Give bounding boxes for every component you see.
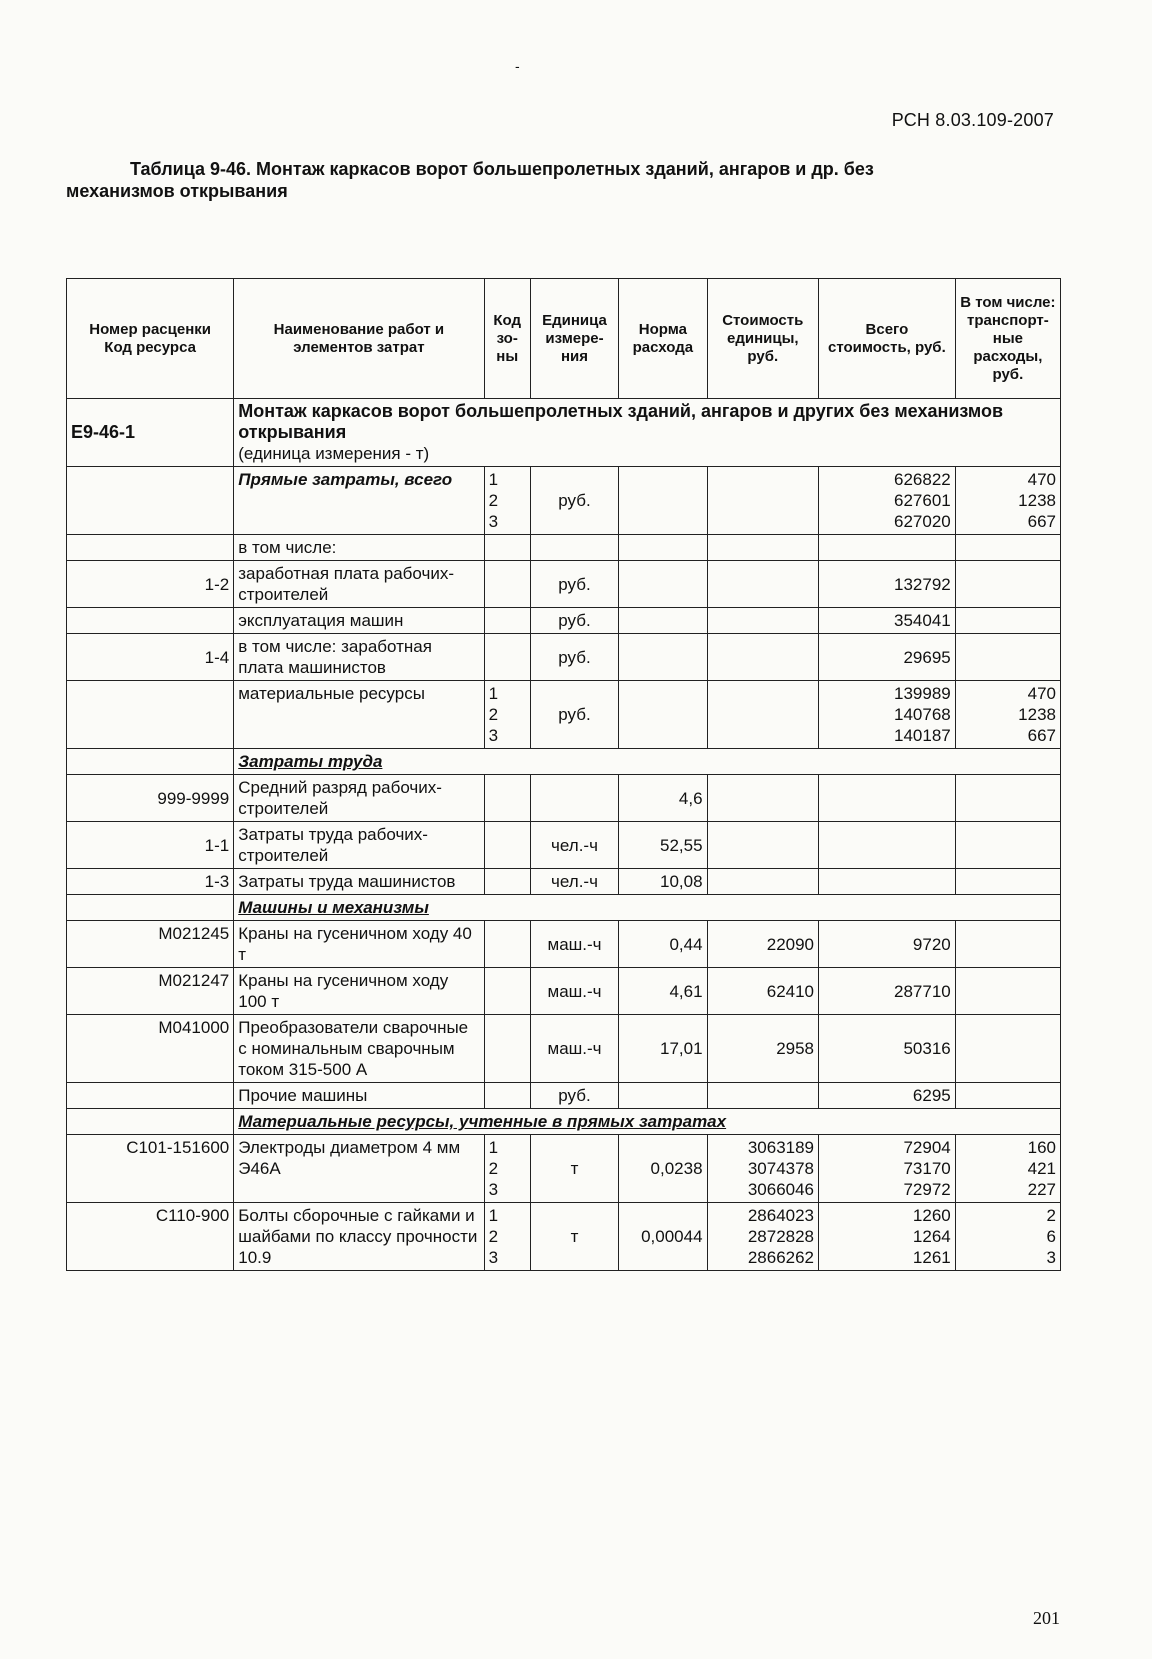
material-code: С101-151600	[67, 1135, 234, 1203]
machine-name: Краны на гусеничном ходу 100 т	[234, 968, 484, 1015]
labor-unit	[530, 775, 618, 822]
scan-mark: -	[515, 58, 520, 74]
material-zones: 1 2 3	[484, 1203, 530, 1271]
table-row	[67, 1015, 1061, 1083]
section-title: Монтаж каркасов ворот большепролетных зданий, ангаров и других без механизмов открывания	[238, 401, 1004, 442]
machine-unit: маш.-ч	[530, 968, 618, 1015]
header-row	[67, 279, 1061, 399]
machine-unit-cost: 22090	[707, 921, 818, 968]
other-machines-row	[67, 1083, 1061, 1109]
materials-unit: руб.	[530, 681, 618, 749]
labor-name: Затраты труда машинистов	[234, 869, 484, 895]
material-total: 1260 1264 1261	[819, 1203, 956, 1271]
machine-name: Краны на гусеничном ходу 40 т	[234, 921, 484, 968]
labor-norm: 52,55	[619, 822, 707, 869]
including-row	[67, 535, 1061, 561]
labor-heading	[234, 749, 1061, 775]
machines-operation-unit: руб.	[530, 608, 618, 634]
table-row	[67, 1203, 1061, 1271]
labor-name: Затраты труда рабочих-строителей	[234, 822, 484, 869]
materials-row	[67, 681, 1061, 749]
labor-code: 1-3	[67, 869, 234, 895]
wages-row	[67, 561, 1061, 608]
direct-costs-zones: 1 2 3	[484, 467, 530, 535]
header-unit: Единица измере-ния	[530, 279, 618, 399]
machinist-wages-row	[67, 634, 1061, 681]
machine-total: 9720	[819, 921, 956, 968]
material-unit: т	[530, 1203, 618, 1271]
header-zone: Код зо-ны	[484, 279, 530, 399]
header-total: Всего стоимость, руб.	[819, 279, 956, 399]
machine-norm: 0,44	[619, 921, 707, 968]
machine-name: Преобразователи сварочные с номинальным сварочным током 315-500 А	[234, 1015, 484, 1083]
machine-norm: 4,61	[619, 968, 707, 1015]
materials-heading-text: Материальные ресурсы, учтенные в прямых затратах	[238, 1112, 727, 1131]
material-norm: 0,00044	[619, 1203, 707, 1271]
machines-operation-row	[67, 608, 1061, 634]
machinist-wages-unit: руб.	[530, 634, 618, 681]
machine-norm: 17,01	[619, 1015, 707, 1083]
machine-unit-cost: 2958	[707, 1015, 818, 1083]
table-row	[67, 775, 1061, 822]
material-unit-cost: 2864023 2872828 2866262	[707, 1203, 818, 1271]
direct-costs-unit: руб.	[530, 467, 618, 535]
rates-table	[66, 278, 1061, 1271]
materials-heading	[234, 1109, 1061, 1135]
machine-code: М021247	[67, 968, 234, 1015]
table-row	[67, 968, 1061, 1015]
document-code: РСН 8.03.109-2007	[891, 110, 1054, 130]
page-number: 201	[1033, 1608, 1060, 1628]
direct-costs-row	[67, 467, 1061, 535]
header-unit-cost: Стоимость единицы, руб.	[707, 279, 818, 399]
machinist-wages-code: 1-4	[67, 634, 234, 681]
wages-name: заработная плата рабочих-строителей	[234, 561, 484, 608]
wages-code: 1-2	[67, 561, 234, 608]
machine-code: М041000	[67, 1015, 234, 1083]
direct-costs-totals: 626822 627601 627020	[819, 467, 956, 535]
labor-name: Средний разряд рабочих-строителей	[234, 775, 484, 822]
labor-heading-row	[67, 749, 1061, 775]
machine-code: М021245	[67, 921, 234, 968]
labor-unit: чел.-ч	[530, 869, 618, 895]
machine-total: 287710	[819, 968, 956, 1015]
other-machines-name: Прочие машины	[234, 1083, 484, 1109]
section-row	[67, 399, 1061, 467]
material-transport: 2 6 3	[955, 1203, 1060, 1271]
machines-operation-name: эксплуатация машин	[234, 608, 484, 634]
section-title-cell	[234, 399, 1061, 467]
machines-heading-row	[67, 895, 1061, 921]
header-name: Наименование работ и элементов затрат	[234, 279, 484, 399]
material-unit-cost: 3063189 3074378 3066046	[707, 1135, 818, 1203]
table-title-text: Таблица 9-46. Монтаж каркасов ворот большепролетных зданий, ангаров и др. без механизмов открывания	[66, 159, 874, 201]
machine-total: 50316	[819, 1015, 956, 1083]
materials-zones: 1 2 3	[484, 681, 530, 749]
material-zones: 1 2 3	[484, 1135, 530, 1203]
machine-unit: маш.-ч	[530, 1015, 618, 1083]
table-row	[67, 1135, 1061, 1203]
machinist-wages-total: 29695	[819, 634, 956, 681]
materials-heading-row	[67, 1109, 1061, 1135]
material-unit: т	[530, 1135, 618, 1203]
header-norm: Норма расхода	[619, 279, 707, 399]
labor-code: 1-1	[67, 822, 234, 869]
table-title	[66, 158, 966, 202]
other-machines-unit: руб.	[530, 1083, 618, 1109]
wages-unit: руб.	[530, 561, 618, 608]
header-transport: В том числе: транспорт-ные расходы, руб.	[955, 279, 1060, 399]
wages-total: 132792	[819, 561, 956, 608]
materials-totals: 139989 140768 140187	[819, 681, 956, 749]
section-subtitle: (единица измерения - т)	[238, 444, 430, 463]
labor-code: 999-9999	[67, 775, 234, 822]
material-norm: 0,0238	[619, 1135, 707, 1203]
direct-costs-name: Прямые затраты, всего	[234, 467, 484, 535]
labor-norm: 10,08	[619, 869, 707, 895]
materials-transport: 470 1238 667	[955, 681, 1060, 749]
material-code: С110-900	[67, 1203, 234, 1271]
material-total: 72904 73170 72972	[819, 1135, 956, 1203]
table-row	[67, 869, 1061, 895]
table-row	[67, 822, 1061, 869]
materials-name: материальные ресурсы	[234, 681, 484, 749]
machines-operation-total: 354041	[819, 608, 956, 634]
material-name: Болты сборочные с гайками и шайбами по классу прочности 10.9	[234, 1203, 484, 1271]
including-label: в том числе:	[234, 535, 484, 561]
section-code: Е9-46-1	[67, 399, 234, 467]
labor-unit: чел.-ч	[530, 822, 618, 869]
material-transport: 160 421 227	[955, 1135, 1060, 1203]
machinist-wages-name: в том числе: заработная плата машинистов	[234, 634, 484, 681]
direct-costs-transport: 470 1238 667	[955, 467, 1060, 535]
labor-heading-text: Затраты труда	[238, 752, 383, 771]
machines-heading	[234, 895, 1061, 921]
machine-unit: маш.-ч	[530, 921, 618, 968]
machine-unit-cost: 62410	[707, 968, 818, 1015]
header-code: Номер расценки Код ресурса	[67, 279, 234, 399]
labor-norm: 4,6	[619, 775, 707, 822]
material-name: Электроды диаметром 4 мм Э46А	[234, 1135, 484, 1203]
other-machines-total: 6295	[819, 1083, 956, 1109]
machines-heading-text: Машины и механизмы	[238, 898, 429, 917]
table-row	[67, 921, 1061, 968]
